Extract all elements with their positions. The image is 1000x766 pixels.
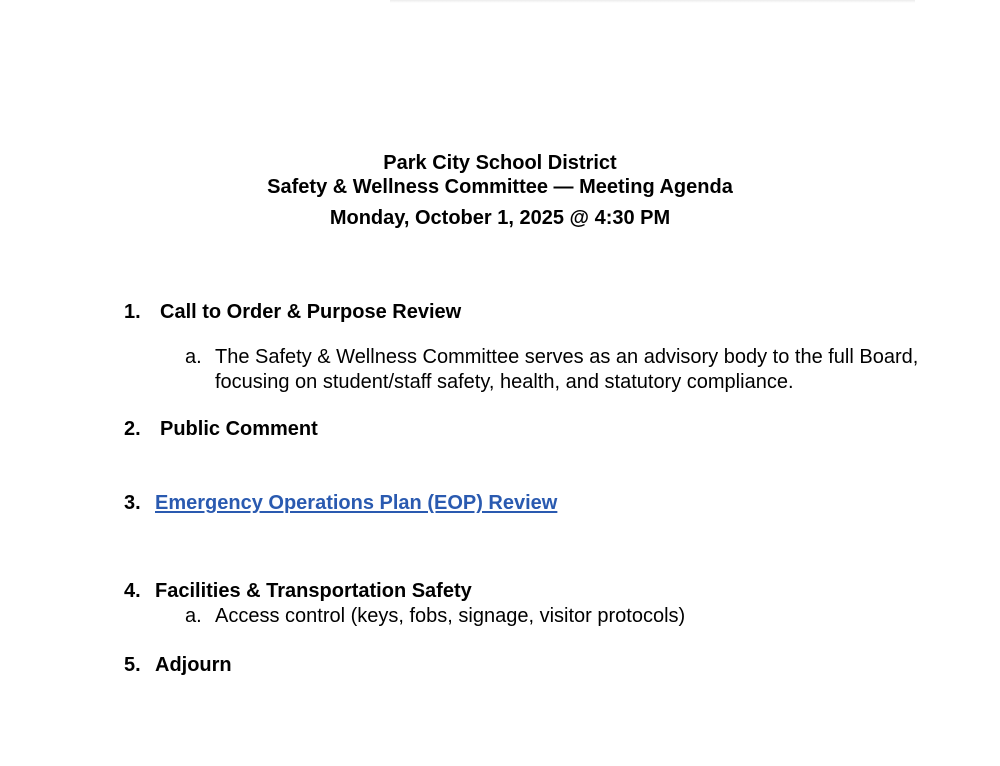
agenda-item-title: Adjourn <box>155 654 232 676</box>
agenda-item-3 <box>124 492 558 515</box>
agenda-item-title: Facilities & Transportation Safety <box>155 580 472 602</box>
subitem-letter: a. <box>185 605 202 627</box>
subitem-text-line-2: focusing on student/staff safety, health, and statutory compliance. <box>215 370 794 393</box>
agenda-item-5 <box>124 654 232 677</box>
agenda-item-number: 1. <box>124 301 141 323</box>
agenda-item-number: 5. <box>124 654 141 676</box>
document-subtitle: Safety & Wellness Committee — Meeting Agenda <box>267 176 733 198</box>
subitem-text-line-1: Access control (keys, fobs, signage, visitor protocols) <box>215 605 686 627</box>
document-title: Park City School District <box>383 152 617 174</box>
agenda-item-1 <box>124 301 462 324</box>
subitem-text-line-1: The Safety & Wellness Committee serves as an advisory body to the full Board, <box>215 346 919 368</box>
meeting-date-time: Monday, October 1, 2025 @ 4:30 PM <box>329 207 671 229</box>
agenda-item-number: 3. <box>124 492 141 514</box>
agenda-item-number: 2. <box>124 418 141 440</box>
agenda-item-number: 4. <box>124 580 141 602</box>
page-top-edge <box>390 0 915 3</box>
agenda-item-title: Public Comment <box>160 418 318 440</box>
agenda-item-2 <box>124 418 318 441</box>
agenda-item-4 <box>124 580 472 603</box>
eop-review-link[interactable]: Emergency Operations Plan (EOP) Review <box>155 492 558 514</box>
subitem-letter: a. <box>185 346 202 368</box>
agenda-item-title: Call to Order & Purpose Review <box>160 301 462 323</box>
